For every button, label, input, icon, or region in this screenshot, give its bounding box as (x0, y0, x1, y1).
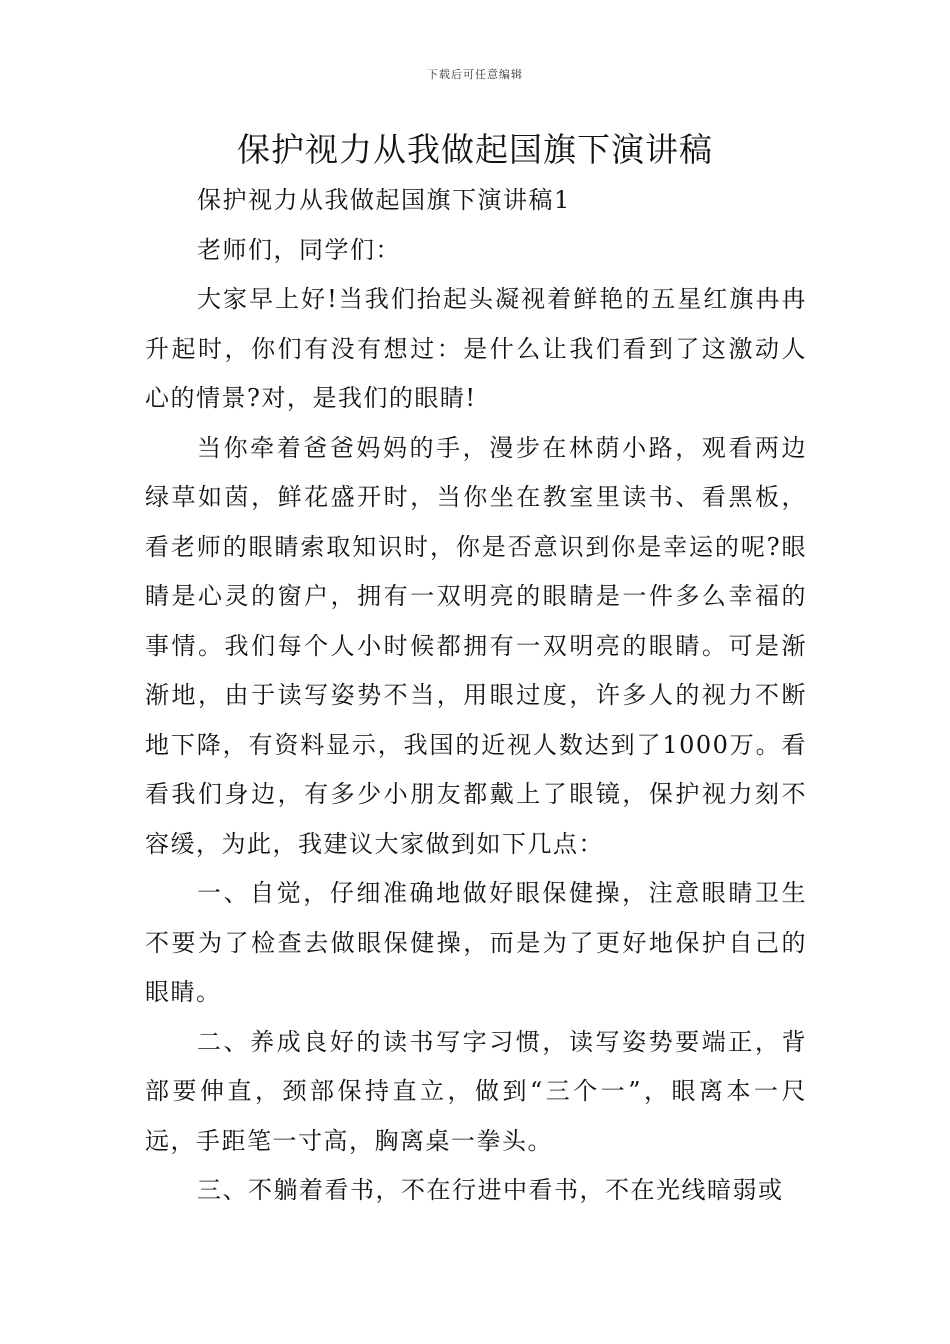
header-note: 下载后可任意编辑 (427, 68, 523, 81)
body-paragraph: 二、养成良好的读书写字习惯，读写姿势要端正，背部要伸直，颈部保持直立，做到“三个一”，眼离本一尺远，手距笔一寸高，胸离桌一拳头。 (145, 1027, 807, 1155)
subtitle-paragraph: 保护视力从我做起国旗下演讲稿1 (197, 186, 571, 214)
body-paragraph: 三、不躺着看书，不在行进中看书，不在光线暗弱或 (197, 1176, 784, 1204)
greeting-paragraph: 老师们，同学们： (197, 235, 401, 264)
body-paragraph: 当你牵着爸爸妈妈的手，漫步在林荫小路，观看两边绿草如茵，鲜花盛开时，当你坐在教室里读书、看黑板，看老师的眼睛索取知识时，你是否意识到你是幸运的呢?眼睛是心灵的窗户，拥有一双明亮的眼睛是一件多么幸福的事情。我们每个人小时候都拥有一双明亮的眼睛。可是渐渐地，由于读写姿势不当，用眼过度，许多人的视力不断地下降，有资料显示，我国的近视人数达到了1000万。看看我们身边，有多少小朋友都戴上了眼镜，保护视力刻不容缓，为此，我建议大家做到如下几点： (145, 433, 807, 858)
document-body (145, 176, 807, 1216)
body-paragraph: 大家早上好!当我们抬起头凝视着鲜艳的五星红旗冉冉升起时，你们有没有想过：是什么让我们看到了这激动人心的情景?对，是我们的眼睛! (145, 285, 807, 412)
body-paragraph: 一、自觉，仔细准确地做好眼保健操，注意眼睛卫生不要为了检查去做眼保健操，而是为了更好地保护自己的眼睛。 (145, 879, 807, 1006)
document-title: 保护视力从我做起国旗下演讲稿 (237, 130, 713, 169)
